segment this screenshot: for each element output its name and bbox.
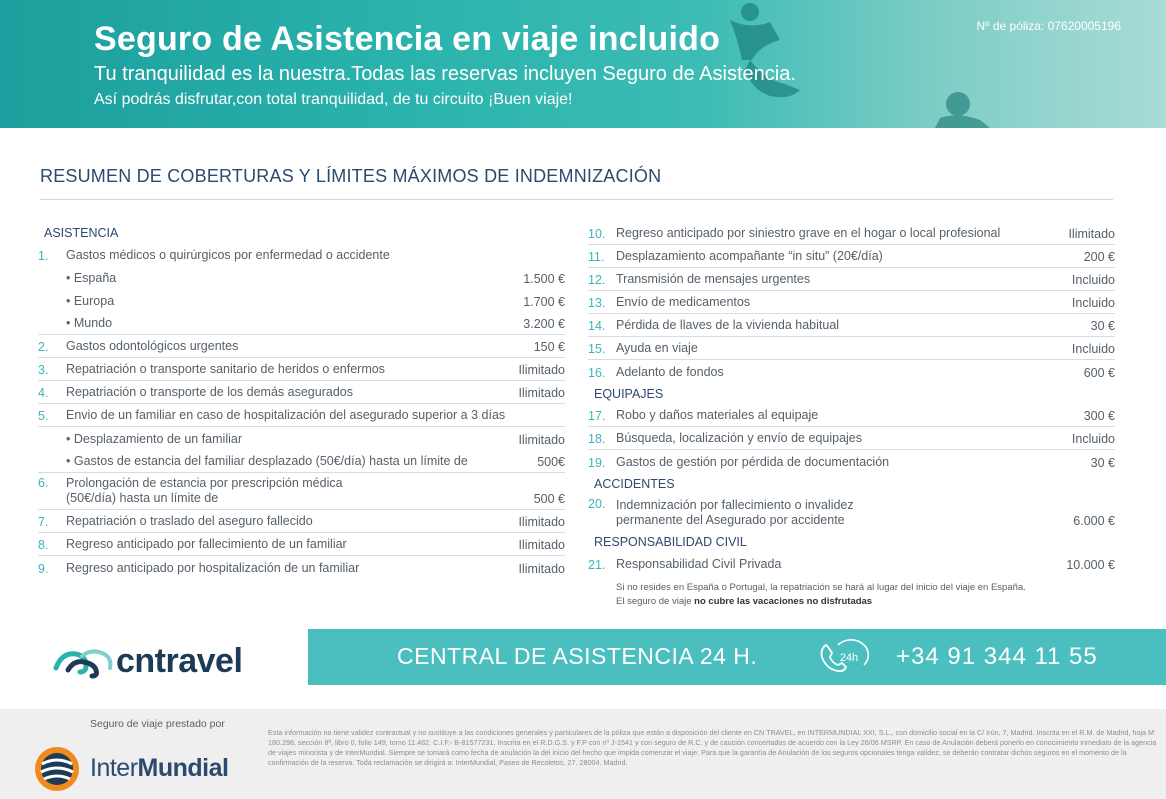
category-equipajes: EQUIPAJES (594, 387, 664, 401)
row-value: Incluido (1071, 432, 1115, 446)
row-label: Desplazamiento acompañante “in situ” (20€/día) (616, 249, 883, 263)
row-label: Repatriación o transporte de los demás asegurados (66, 385, 353, 399)
row-label: Gastos odontológicos urgentes (66, 339, 239, 353)
coverage-row (38, 450, 565, 473)
row-number: 11. (588, 250, 605, 264)
row-value: Ilimitado (518, 386, 565, 400)
row-value: 200 € (1083, 250, 1115, 264)
row-value: Ilimitado (1068, 227, 1115, 241)
intermundial-wordmark (90, 754, 228, 783)
row-value: 500€ (537, 455, 565, 469)
assistance-band (308, 629, 1166, 685)
category-accidentes: ACCIDENTES (594, 477, 675, 491)
intermundial-globe-icon (28, 742, 88, 794)
policy-value: 07620005196 (1047, 19, 1121, 33)
coverage-row (38, 510, 565, 533)
coverage-row (38, 289, 565, 312)
coverage-row (588, 360, 1115, 383)
coverage-row (588, 291, 1115, 314)
legal-disclaimer: Esta información no tiene validez contractual y no sustituye a las condiciones generales y particulares de la póliza que están a disposición del cliente en CN TRAVEL, en INTERMUNDIAL XXI, S.L., con domicilio social en la C/ Irún, 7, Madrid. Inscrita en el R.M. de Madrid, hoja M 180.298, sección 8ª, libro 0, folio 149, tomo 11.482. C.I.F.- B-81577231. Inscrita en el R.D.G.S. y F.P con nº J-1541 y con seguro de R.C. y de caución concertados de acuerdo con la Ley 26/06 MSRP. En caso de Anulación deberá ponerlo en conocimiento inmediato de la agencia de viajes minorista y de InterMundial. Siempre se tomará como fecha de anulación la del inicio del hecho que impida comenzar el viaje. Para que la garantía de Anulación de los seguros opcionales tenga validez, se deberán contratar dichos seguros en el momento de la confirmación de la reserva. Toda reclamación se dirigirá a: InterMundial, Paseo de Recoletos, 27. 28004. Madrid. (268, 728, 1157, 767)
row-label: Pérdida de llaves de la vivienda habitual (616, 318, 840, 332)
row-value: 1.500 € (523, 272, 565, 286)
coverage-row (588, 552, 1115, 575)
row-number: 6. (38, 476, 49, 490)
coverage-row (38, 312, 565, 335)
category-responsabilidad-civil: RESPONSABILIDAD CIVIL (594, 535, 747, 549)
row-label: Búsqueda, localización y envío de equipajes (616, 431, 863, 445)
assistance-phone[interactable]: +34 91 344 11 55 (896, 643, 1098, 670)
row-number: 10. (588, 227, 606, 241)
coverage-row (38, 266, 565, 289)
coverage-row (588, 427, 1115, 450)
row-number: 1. (38, 249, 49, 263)
note-emphasis: no cubre las vacaciones no disfrutadas (694, 596, 873, 607)
row-label-line: permanente del Asegurado por accidente (616, 513, 845, 527)
row-label: Adelanto de fondos (616, 365, 724, 379)
coverage-row (38, 358, 565, 381)
row-number: 18. (588, 432, 606, 446)
row-label: Transmisión de mensajes urgentes (616, 272, 811, 286)
row-number: 2. (38, 340, 49, 354)
category-asistencia: ASISTENCIA (44, 226, 119, 240)
coverage-row (588, 450, 1115, 473)
row-number: 7. (38, 515, 49, 529)
coverage-row (588, 494, 1115, 531)
row-label: Responsabilidad Civil Privada (616, 557, 782, 571)
coverage-row (38, 335, 565, 358)
row-value: Incluido (1071, 342, 1115, 356)
row-value: 1.700 € (523, 295, 565, 309)
header-banner (0, 0, 1166, 128)
row-label: • Europa (66, 294, 115, 308)
row-number: 14. (588, 319, 606, 333)
row-label-line: Prolongación de estancia por prescripción médica (66, 476, 343, 490)
row-number: 4. (38, 386, 49, 400)
row-value: Ilimitado (518, 433, 565, 447)
coverage-row (588, 268, 1115, 291)
row-label: Robo y daños materiales al equipaje (616, 408, 819, 422)
cntravel-logo (52, 640, 292, 684)
row-number: 9. (38, 562, 49, 576)
cntravel-wave-icon (52, 640, 114, 684)
row-value: Ilimitado (518, 363, 565, 377)
divider (40, 199, 1113, 200)
coverage-column-right (588, 222, 1115, 609)
coverage-row (38, 533, 565, 556)
row-label (616, 498, 1073, 531)
row-number: 12. (588, 273, 606, 287)
row-value: Incluido (1071, 296, 1115, 310)
coverage-row (588, 222, 1115, 245)
row-label: • Desplazamiento de un familiar (66, 432, 242, 446)
row-number: 5. (38, 409, 49, 423)
row-number: 16. (588, 366, 606, 380)
row-label (66, 476, 534, 509)
coverage-row (38, 473, 565, 510)
row-value: 600 € (1083, 366, 1115, 380)
row-value: 150 € (533, 340, 565, 354)
assistance-label: CENTRAL DE ASISTENCIA 24 H. (397, 643, 758, 669)
row-number: 17. (588, 409, 606, 423)
row-value: 3.200 € (523, 317, 565, 331)
row-number: 13. (588, 296, 606, 310)
summary-title: RESUMEN DE COBERTURAS Y LÍMITES MÁXIMOS DE INDEMNIZACIÓN (40, 166, 662, 186)
coverage-row (38, 404, 565, 427)
row-number: 21. (588, 558, 606, 572)
coverage-row (588, 314, 1115, 337)
row-label: Envio de un familiar en caso de hospitalización del asegurado superior a 3 días (66, 408, 506, 422)
row-label: Regreso anticipado por fallecimiento de un familiar (66, 537, 347, 551)
row-value: 300 € (1083, 409, 1115, 423)
row-number: 20. (588, 497, 606, 511)
coverage-row (588, 245, 1115, 268)
row-value: 30 € (1090, 319, 1115, 333)
row-label: Envío de medicamentos (616, 295, 751, 309)
row-value: Ilimitado (518, 515, 565, 529)
banner-tagline: Así podrás disfrutar,con total tranquilidad, de tu circuito ¡Buen viaje! (94, 91, 573, 108)
row-number: 15. (588, 342, 606, 356)
row-label: • España (66, 271, 117, 285)
row-value: Ilimitado (518, 562, 565, 576)
coverage-row (38, 427, 565, 450)
row-number: 19. (588, 456, 606, 470)
coverage-row (38, 381, 565, 404)
coverage-row (588, 337, 1115, 360)
row-label: Gastos médicos o quirúrgicos por enfermedad o accidente (66, 248, 390, 262)
row-number: 8. (38, 538, 49, 552)
coverage-row (588, 404, 1115, 427)
row-label-line: (50€/día) hasta un límite de (66, 491, 219, 505)
banner-subtitle: Tu tranquilidad es la nuestra.Todas las reservas incluyen Seguro de Asistencia. (94, 63, 796, 85)
row-value: Ilimitado (518, 538, 565, 552)
icon-24h-text: 24h (839, 652, 859, 664)
cntravel-wordmark: cntravel (116, 642, 243, 680)
row-value: 6.000 € (1073, 514, 1115, 528)
provided-by-label: Seguro de viaje prestado por (90, 718, 225, 730)
coverage-row (38, 243, 565, 266)
row-value: 30 € (1090, 456, 1115, 470)
row-label: Repatriación o transporte sanitario de heridos o enfermos (66, 362, 385, 376)
row-value: 500 € (533, 492, 565, 506)
footer (0, 709, 1166, 799)
row-label: Repatriación o traslado del aseguro fallecido (66, 514, 313, 528)
row-label: Regreso anticipado por hospitalización de un familiar (66, 561, 360, 575)
row-label: • Mundo (66, 316, 113, 330)
note-line: El seguro de viaje (616, 596, 692, 607)
wordmark-light: Inter (90, 754, 138, 782)
note-line: Si no resides en España o Portugal, la repatriación se hará al lugar del inicio del viaje en España. (616, 582, 1026, 593)
row-label: • Gastos de estancia del familiar desplazado (50€/día) hasta un límite de (66, 454, 468, 468)
coverage-column-left (38, 222, 565, 579)
row-label: Regreso anticipado por siniestro grave en el hogar o local profesional (616, 226, 1001, 240)
row-value: Incluido (1071, 273, 1115, 287)
coverage-note (616, 581, 1115, 609)
wordmark-bold: Mundial (137, 754, 229, 782)
policy-number (976, 19, 1121, 33)
banner-title: Seguro de Asistencia en viaje incluido (94, 20, 721, 58)
row-label: Gastos de gestión por pérdida de documentación (616, 455, 890, 469)
row-label: Ayuda en viaje (616, 341, 698, 355)
row-value: 10.000 € (1066, 558, 1115, 572)
phone-24h-icon (818, 639, 870, 675)
coverage-row (38, 556, 565, 579)
row-label-line: Indemnización por fallecimiento o invalidez (616, 498, 854, 512)
row-number: 3. (38, 363, 49, 377)
policy-label: Nº de póliza: (976, 19, 1045, 33)
